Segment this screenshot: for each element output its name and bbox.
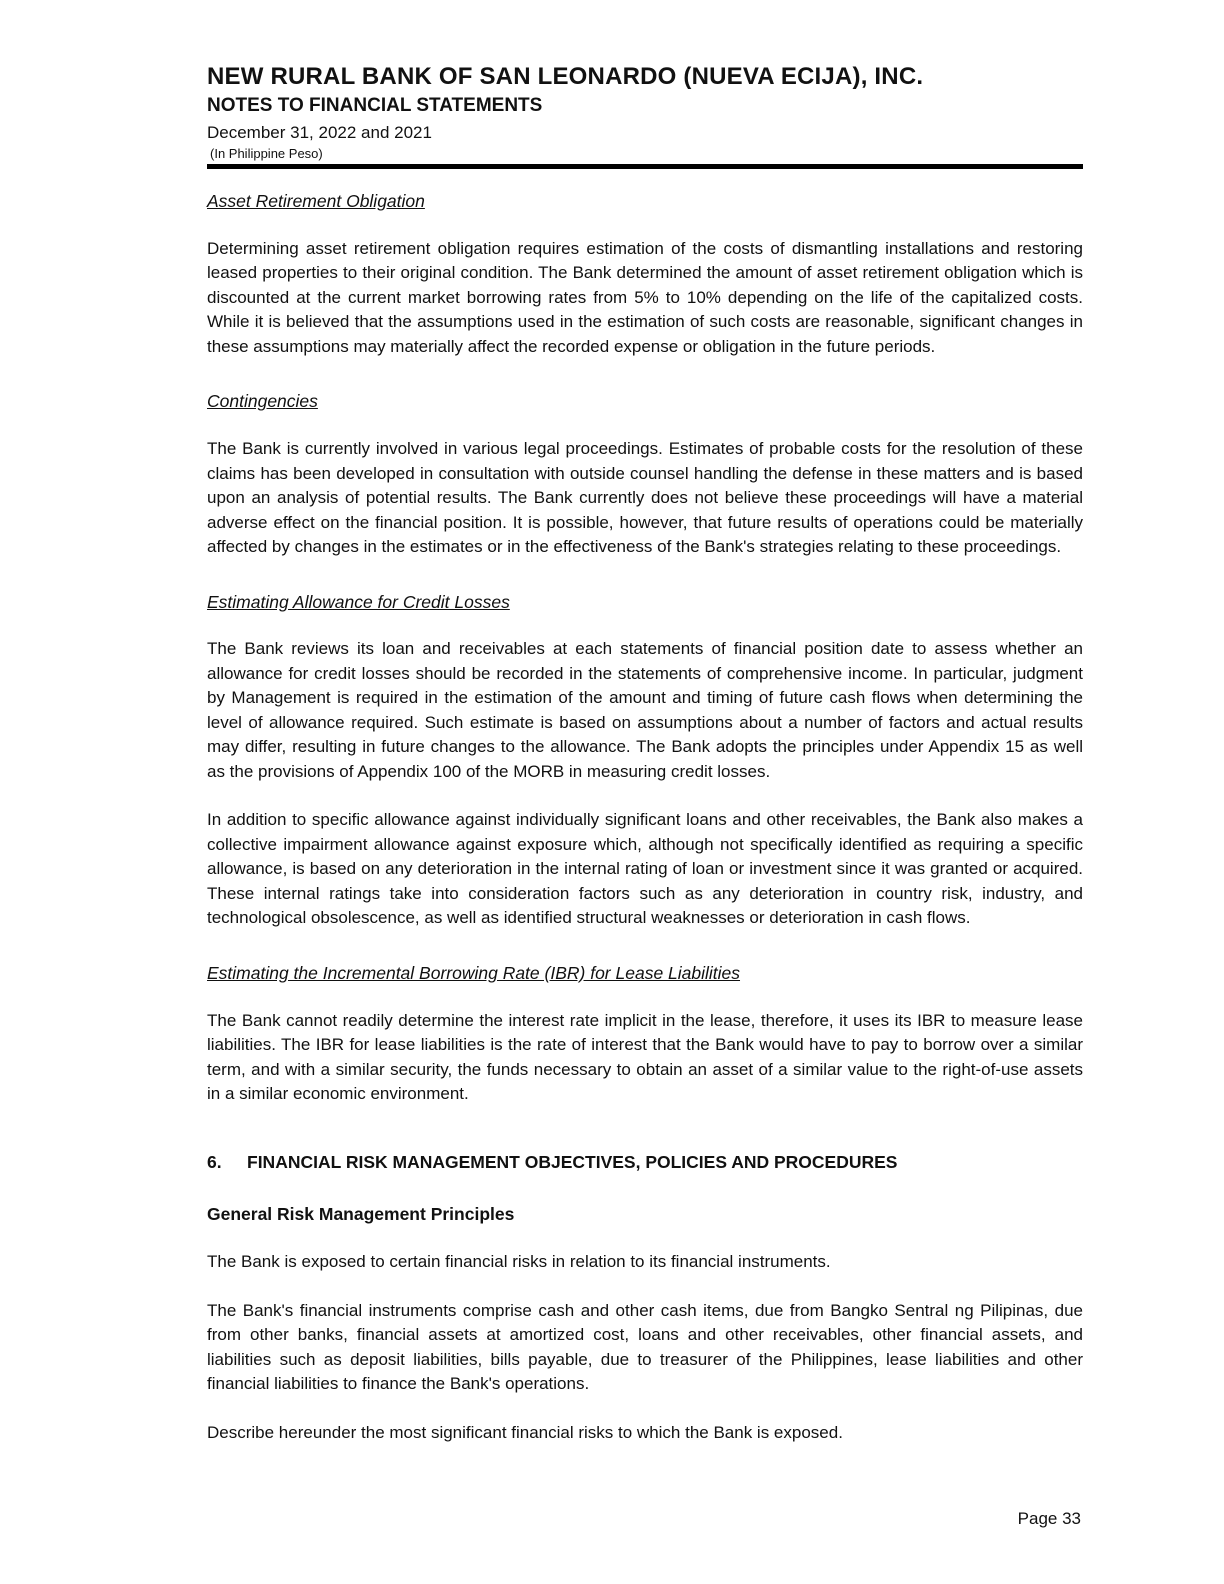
paragraph-contingencies: The Bank is currently involved in various legal proceedings. Estimates of probable costs for the resolution of these claims has been developed in consultation with outside counsel handling the defense in these matters and is based upon an analysis of potential results. The Bank currently does not believe these proceedings will have a material adverse effect on the financial position. It is possible, however, that future results of operations could be materially affected by changes in the estimates or in the effectiveness of the Bank's strategies relating to these proceedings.	[207, 439, 1083, 557]
paragraph-exposed-financial-risks: The Bank is exposed to certain financial risks in relation to its financial instruments.	[207, 1252, 831, 1272]
date-line: December 31, 2022 and 2021	[207, 122, 432, 142]
bank-name: NEW RURAL BANK OF SAN LEONARDO (NUEVA ECIJA), INC.	[207, 63, 924, 90]
section-heading-financial-risk-management	[207, 1151, 1083, 1174]
subheading-general-risk-management-principles: General Risk Management Principles	[207, 1204, 515, 1225]
paragraph-describe-hereunder: Describe hereunder the most significant financial risks to which the Bank is exposed.	[207, 1422, 843, 1442]
header-rule	[207, 164, 1083, 169]
paragraph-asset-retirement: Determining asset retirement obligation requires estimation of the costs of dismantling installations and restoring leased properties to their original condition. The Bank determined the amount of asset retirement obligation which is discounted at the current market borrowing rates from 5% to 10% depending on the life of the capitalized costs. While it is believed that the assumptions used in the estimation of such costs are reasonable, significant changes in these assumptions may materially affect the recorded expense or obligation in the future periods.	[207, 238, 1083, 356]
document-title: NOTES TO FINANCIAL STATEMENTS	[207, 95, 543, 116]
section-heading-asset-retirement-obligation: Asset Retirement Obligation	[207, 191, 425, 212]
section-heading-estimating-ibr-lease-liabilities: Estimating the Incremental Borrowing Rate (IBR) for Lease Liabilities	[207, 962, 741, 983]
section-heading-estimating-allowance-credit-losses: Estimating Allowance for Credit Losses	[207, 591, 510, 612]
page-number: Page 33	[1017, 1509, 1081, 1528]
document-body	[207, 190, 1083, 1445]
paragraph-credit-losses-2: In addition to specific allowance against individually significant loans and other receivables, the Bank also makes a collective impairment allowance against exposure which, although not specifically identified as requiring a specific allowance, is based on any deterioration in the internal rating of loan or investment since it was granted or acquired. These internal ratings take into consideration factors such as any deterioration in country risk, industry, and technological obsolescence, as well as identified structural weaknesses or deterioration in cash flows.	[207, 810, 1083, 928]
section-heading-contingencies: Contingencies	[207, 391, 318, 412]
document-header	[207, 62, 1083, 169]
currency-note: (In Philippine Peso)	[210, 145, 323, 161]
section-title: FINANCIAL RISK MANAGEMENT OBJECTIVES, POLICIES AND PROCEDURES	[247, 1151, 898, 1172]
paragraph-financial-instruments: The Bank's financial instruments comprise cash and other cash items, due from Bangko Sentral ng Pilipinas, due from other banks, financial assets at amortized cost, loans and other receivables, other financial assets, and liabilities such as deposit liabilities, bills payable, due to treasurer of the Philippines, lease liabilities and other financial liabilities to finance the Bank's operations.	[207, 1300, 1083, 1394]
paragraph-ibr-lease-liabilities: The Bank cannot readily determine the interest rate implicit in the lease, therefore, it uses its IBR to measure lease liabilities. The IBR for lease liabilities is the rate of interest that the Bank would have to pay to borrow over a similar term, and with a similar security, the funds necessary to obtain an asset of a similar value to the right-of-use assets in a similar economic environment.	[207, 1010, 1083, 1104]
paragraph-credit-losses-1: The Bank reviews its loan and receivables at each statements of financial position date to assess whether an allowance for credit losses should be recorded in the statements of comprehensive income. In particular, judgment by Management is required in the estimation of the amount and timing of future cash flows when determining the level of allowance required. Such estimate is based on assumptions about a number of factors and actual results may differ, resulting in future changes to the allowance. The Bank adopts the principles under Appendix 15 as well as the provisions of Appendix 100 of the MORB in measuring credit losses.	[207, 639, 1083, 781]
section-number: 6.	[207, 1151, 222, 1172]
document-content	[207, 62, 1083, 1445]
